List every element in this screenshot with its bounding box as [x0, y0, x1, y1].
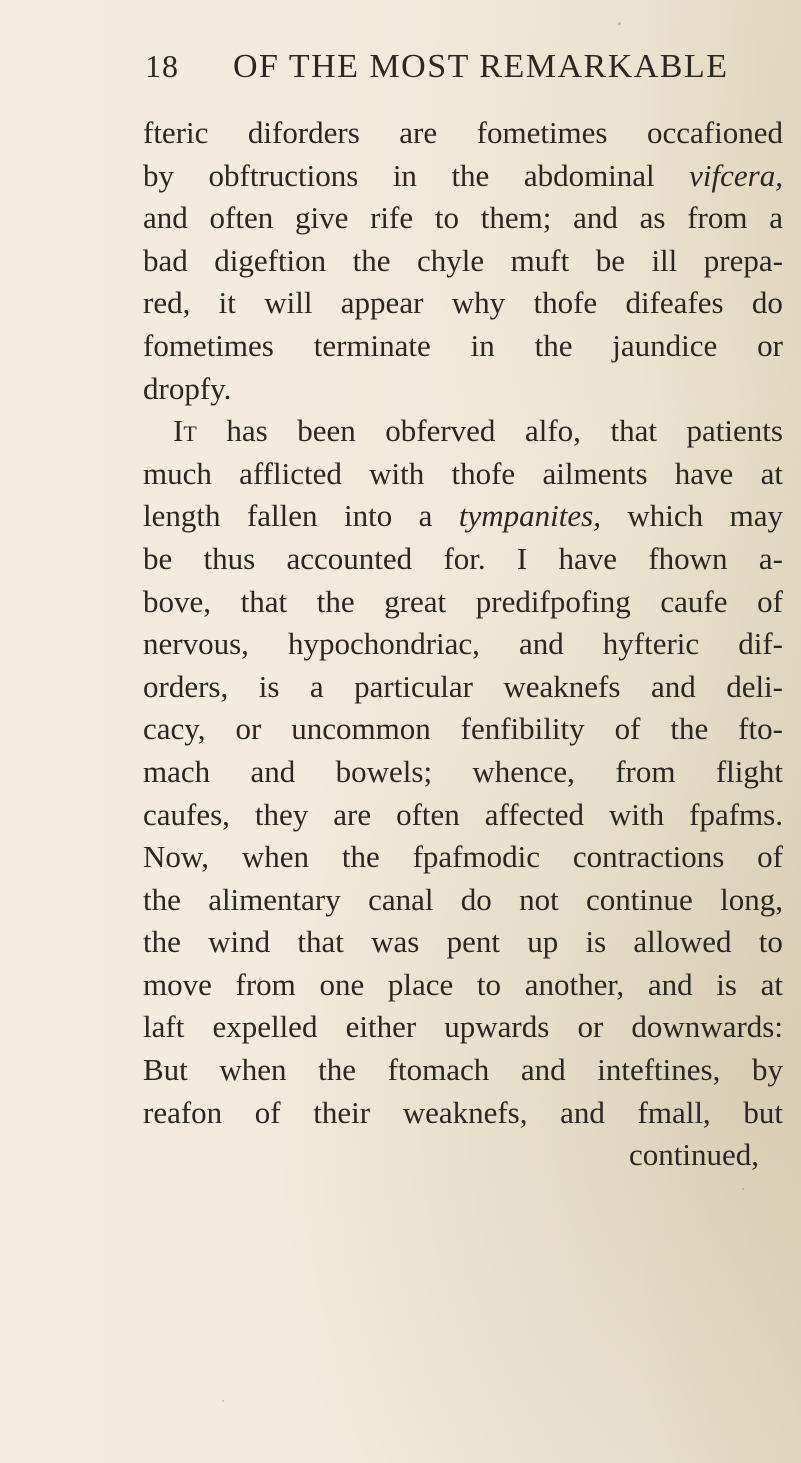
word: orders,: [143, 668, 229, 704]
word: fpafmodic: [412, 839, 540, 875]
word: often: [209, 200, 274, 236]
word: them;: [480, 200, 552, 236]
word: thus: [203, 540, 256, 576]
text-line: [143, 538, 783, 581]
word: or: [757, 327, 783, 363]
word: may: [729, 498, 783, 534]
word: inteftines,: [597, 1052, 721, 1088]
word: it: [218, 285, 236, 321]
word: will: [264, 285, 313, 321]
word: is: [258, 668, 280, 704]
word: a: [309, 668, 324, 704]
word: dif-: [738, 626, 783, 662]
word: be: [595, 242, 625, 278]
word: of: [757, 839, 783, 875]
word: flight: [715, 753, 783, 789]
word: accounted: [286, 540, 413, 576]
word: hypochondriac,: [287, 626, 480, 662]
word: been: [297, 413, 356, 449]
running-head: [145, 48, 765, 92]
word: the: [316, 583, 355, 619]
word: move: [143, 966, 212, 1002]
word: do: [751, 285, 783, 321]
word: Now,: [143, 839, 210, 875]
word: the: [143, 881, 181, 917]
word: with: [369, 455, 425, 491]
text-line: [143, 751, 783, 794]
text-line: [143, 410, 783, 453]
word: of: [614, 711, 641, 747]
word: the: [534, 327, 573, 363]
word: digeftion: [214, 242, 327, 278]
word: from: [235, 966, 296, 1002]
word: to: [434, 200, 459, 236]
word: fmall,: [637, 1094, 711, 1130]
word: ailments: [542, 455, 648, 491]
paper-speck: [618, 22, 621, 25]
word: that: [610, 413, 657, 449]
word: bove,: [143, 583, 212, 619]
word: a: [769, 200, 783, 236]
word: nervous,: [143, 626, 249, 662]
paper-speck: [742, 1188, 744, 1190]
word: afflicted: [239, 455, 342, 491]
word: the: [352, 242, 391, 278]
word: fhown: [648, 540, 728, 576]
text-line: [143, 879, 783, 922]
word: But: [143, 1052, 188, 1088]
word: is: [716, 966, 737, 1002]
word: are: [399, 115, 438, 150]
word: hyfteric: [602, 626, 700, 662]
word: upwards: [444, 1009, 550, 1045]
word: particular: [354, 668, 473, 704]
word: often: [396, 796, 460, 832]
word: terminate: [313, 327, 431, 363]
word: fallen: [246, 498, 318, 534]
word: affected: [484, 796, 585, 832]
word: expelled: [212, 1009, 318, 1045]
word: downwards:: [631, 1009, 783, 1045]
text-line: [143, 495, 783, 538]
word: with: [609, 796, 665, 832]
word: from: [687, 200, 748, 236]
word: but: [743, 1094, 783, 1130]
word: alimentary: [208, 881, 341, 917]
word: place: [387, 966, 454, 1002]
word: as: [639, 200, 666, 236]
word: pent: [446, 924, 500, 960]
word: be: [143, 540, 173, 576]
word: and: [250, 753, 296, 789]
text-line: [143, 1049, 783, 1092]
word: weaknefs: [503, 668, 621, 704]
word: bad: [143, 242, 188, 278]
word: predifpofing: [475, 583, 631, 619]
text-line: [143, 666, 783, 709]
text-line: [143, 964, 783, 1007]
word: by: [751, 1052, 783, 1088]
word: canal: [368, 881, 434, 917]
body-text: [143, 112, 783, 1177]
text-line: [143, 921, 783, 964]
word: ill: [651, 242, 678, 278]
word: have: [558, 540, 618, 576]
word: occafioned: [647, 115, 783, 150]
text-line: [143, 368, 783, 411]
text-line: [143, 453, 783, 496]
word: are: [333, 796, 372, 832]
catchword: continued,: [629, 1137, 759, 1173]
word: or: [577, 1009, 604, 1045]
word: that: [240, 583, 288, 619]
word: whence,: [472, 753, 575, 789]
word: fometimes: [143, 327, 274, 363]
word: and: [573, 200, 618, 236]
text-line: [143, 112, 783, 155]
word: continue: [586, 881, 693, 917]
word: thofe: [533, 285, 598, 321]
word: the: [341, 839, 380, 875]
word: have: [674, 455, 734, 491]
word-italic: tympanites,: [458, 498, 601, 534]
text-line: [143, 282, 783, 325]
text-line: [143, 708, 783, 751]
word: weaknefs,: [402, 1094, 528, 1130]
text-line: [143, 581, 783, 624]
word: and: [650, 668, 696, 704]
word: fteric: [143, 115, 209, 150]
word: obferved: [385, 413, 496, 449]
word: muft: [510, 242, 570, 278]
word: the: [670, 711, 709, 747]
word: fpafms.: [689, 796, 783, 832]
paper-speck: [222, 1400, 224, 1402]
word: long,: [720, 881, 783, 917]
word: mach: [143, 753, 211, 789]
word: difeafes: [625, 285, 724, 321]
catchword-line: [143, 1134, 783, 1177]
word: length: [143, 498, 221, 534]
word: of: [254, 1094, 281, 1130]
word: deli-: [726, 668, 783, 704]
word: or: [235, 711, 262, 747]
word: was: [371, 924, 420, 960]
word: from: [615, 753, 676, 789]
word: jaundice: [612, 327, 718, 363]
word: fometimes: [476, 115, 608, 150]
text-line: [143, 794, 783, 837]
word: a: [418, 498, 433, 534]
word: into: [343, 498, 393, 534]
word: not: [519, 881, 559, 917]
word: at: [760, 966, 783, 1002]
word: abdominal: [523, 157, 655, 193]
page-number: 18: [145, 48, 179, 84]
word: great: [384, 583, 447, 619]
word: appear: [340, 285, 424, 321]
word: of: [757, 583, 783, 619]
word: give: [294, 200, 349, 236]
word: prepa-: [703, 242, 783, 278]
word: at: [760, 455, 783, 491]
running-title: OF THE MOST REMARKABLE: [233, 48, 729, 85]
word: diforders: [247, 115, 360, 150]
word: rife: [370, 200, 414, 236]
word: they: [254, 796, 309, 832]
word-small-caps: It: [173, 413, 197, 449]
text-line: [143, 623, 783, 666]
word: laft: [143, 1009, 185, 1045]
word-italic: vifcera,: [689, 157, 783, 193]
word: has: [226, 413, 268, 449]
word: fto-: [738, 711, 783, 747]
word: to: [476, 966, 502, 1002]
word: their: [313, 1094, 371, 1130]
word: alfo,: [524, 413, 581, 449]
word: contractions: [572, 839, 725, 875]
text-line: [143, 836, 783, 879]
word: much: [143, 455, 212, 491]
word: which: [627, 498, 704, 534]
word: up: [527, 924, 559, 960]
word: obftructions: [208, 157, 359, 193]
word: cacy,: [143, 711, 206, 747]
word: I: [516, 540, 528, 576]
word: fenfibility: [460, 711, 585, 747]
word: in: [392, 157, 417, 193]
word: and: [520, 1052, 566, 1088]
word: is: [585, 924, 607, 960]
word: and: [560, 1094, 605, 1130]
word: ftomach: [387, 1052, 490, 1088]
word: chyle: [417, 242, 485, 278]
word: by: [143, 157, 174, 193]
word: red,: [143, 285, 191, 321]
text-line: [143, 1092, 783, 1135]
word: and: [647, 966, 693, 1002]
word: the: [318, 1052, 357, 1088]
word: bowels;: [335, 753, 433, 789]
text-line: [143, 1006, 783, 1049]
word: either: [345, 1009, 417, 1045]
word: reafon: [143, 1094, 223, 1130]
word: in: [470, 327, 495, 363]
word: when: [219, 1052, 287, 1088]
word: one: [319, 966, 365, 1002]
word: caufe: [660, 583, 728, 619]
text-line: [143, 240, 783, 283]
word: uncommon: [291, 711, 431, 747]
word: wind: [208, 924, 271, 960]
word: another,: [524, 966, 625, 1002]
word: to: [758, 924, 783, 960]
word: caufes,: [143, 796, 230, 832]
text-line: [143, 197, 783, 240]
word: thofe: [451, 455, 516, 491]
word: the: [143, 924, 181, 960]
word: and: [518, 626, 564, 662]
word: allowed: [633, 924, 732, 960]
word: and: [143, 200, 188, 236]
word: do: [460, 881, 492, 917]
text-line: [143, 155, 783, 198]
word: dropfy.: [143, 370, 232, 406]
word: why: [451, 285, 506, 321]
word: patients: [686, 413, 783, 449]
word: that: [297, 924, 344, 960]
word: the: [451, 157, 490, 193]
word: a-: [758, 540, 783, 576]
word: for.: [443, 540, 486, 576]
word: when: [241, 839, 310, 875]
text-line: [143, 325, 783, 368]
